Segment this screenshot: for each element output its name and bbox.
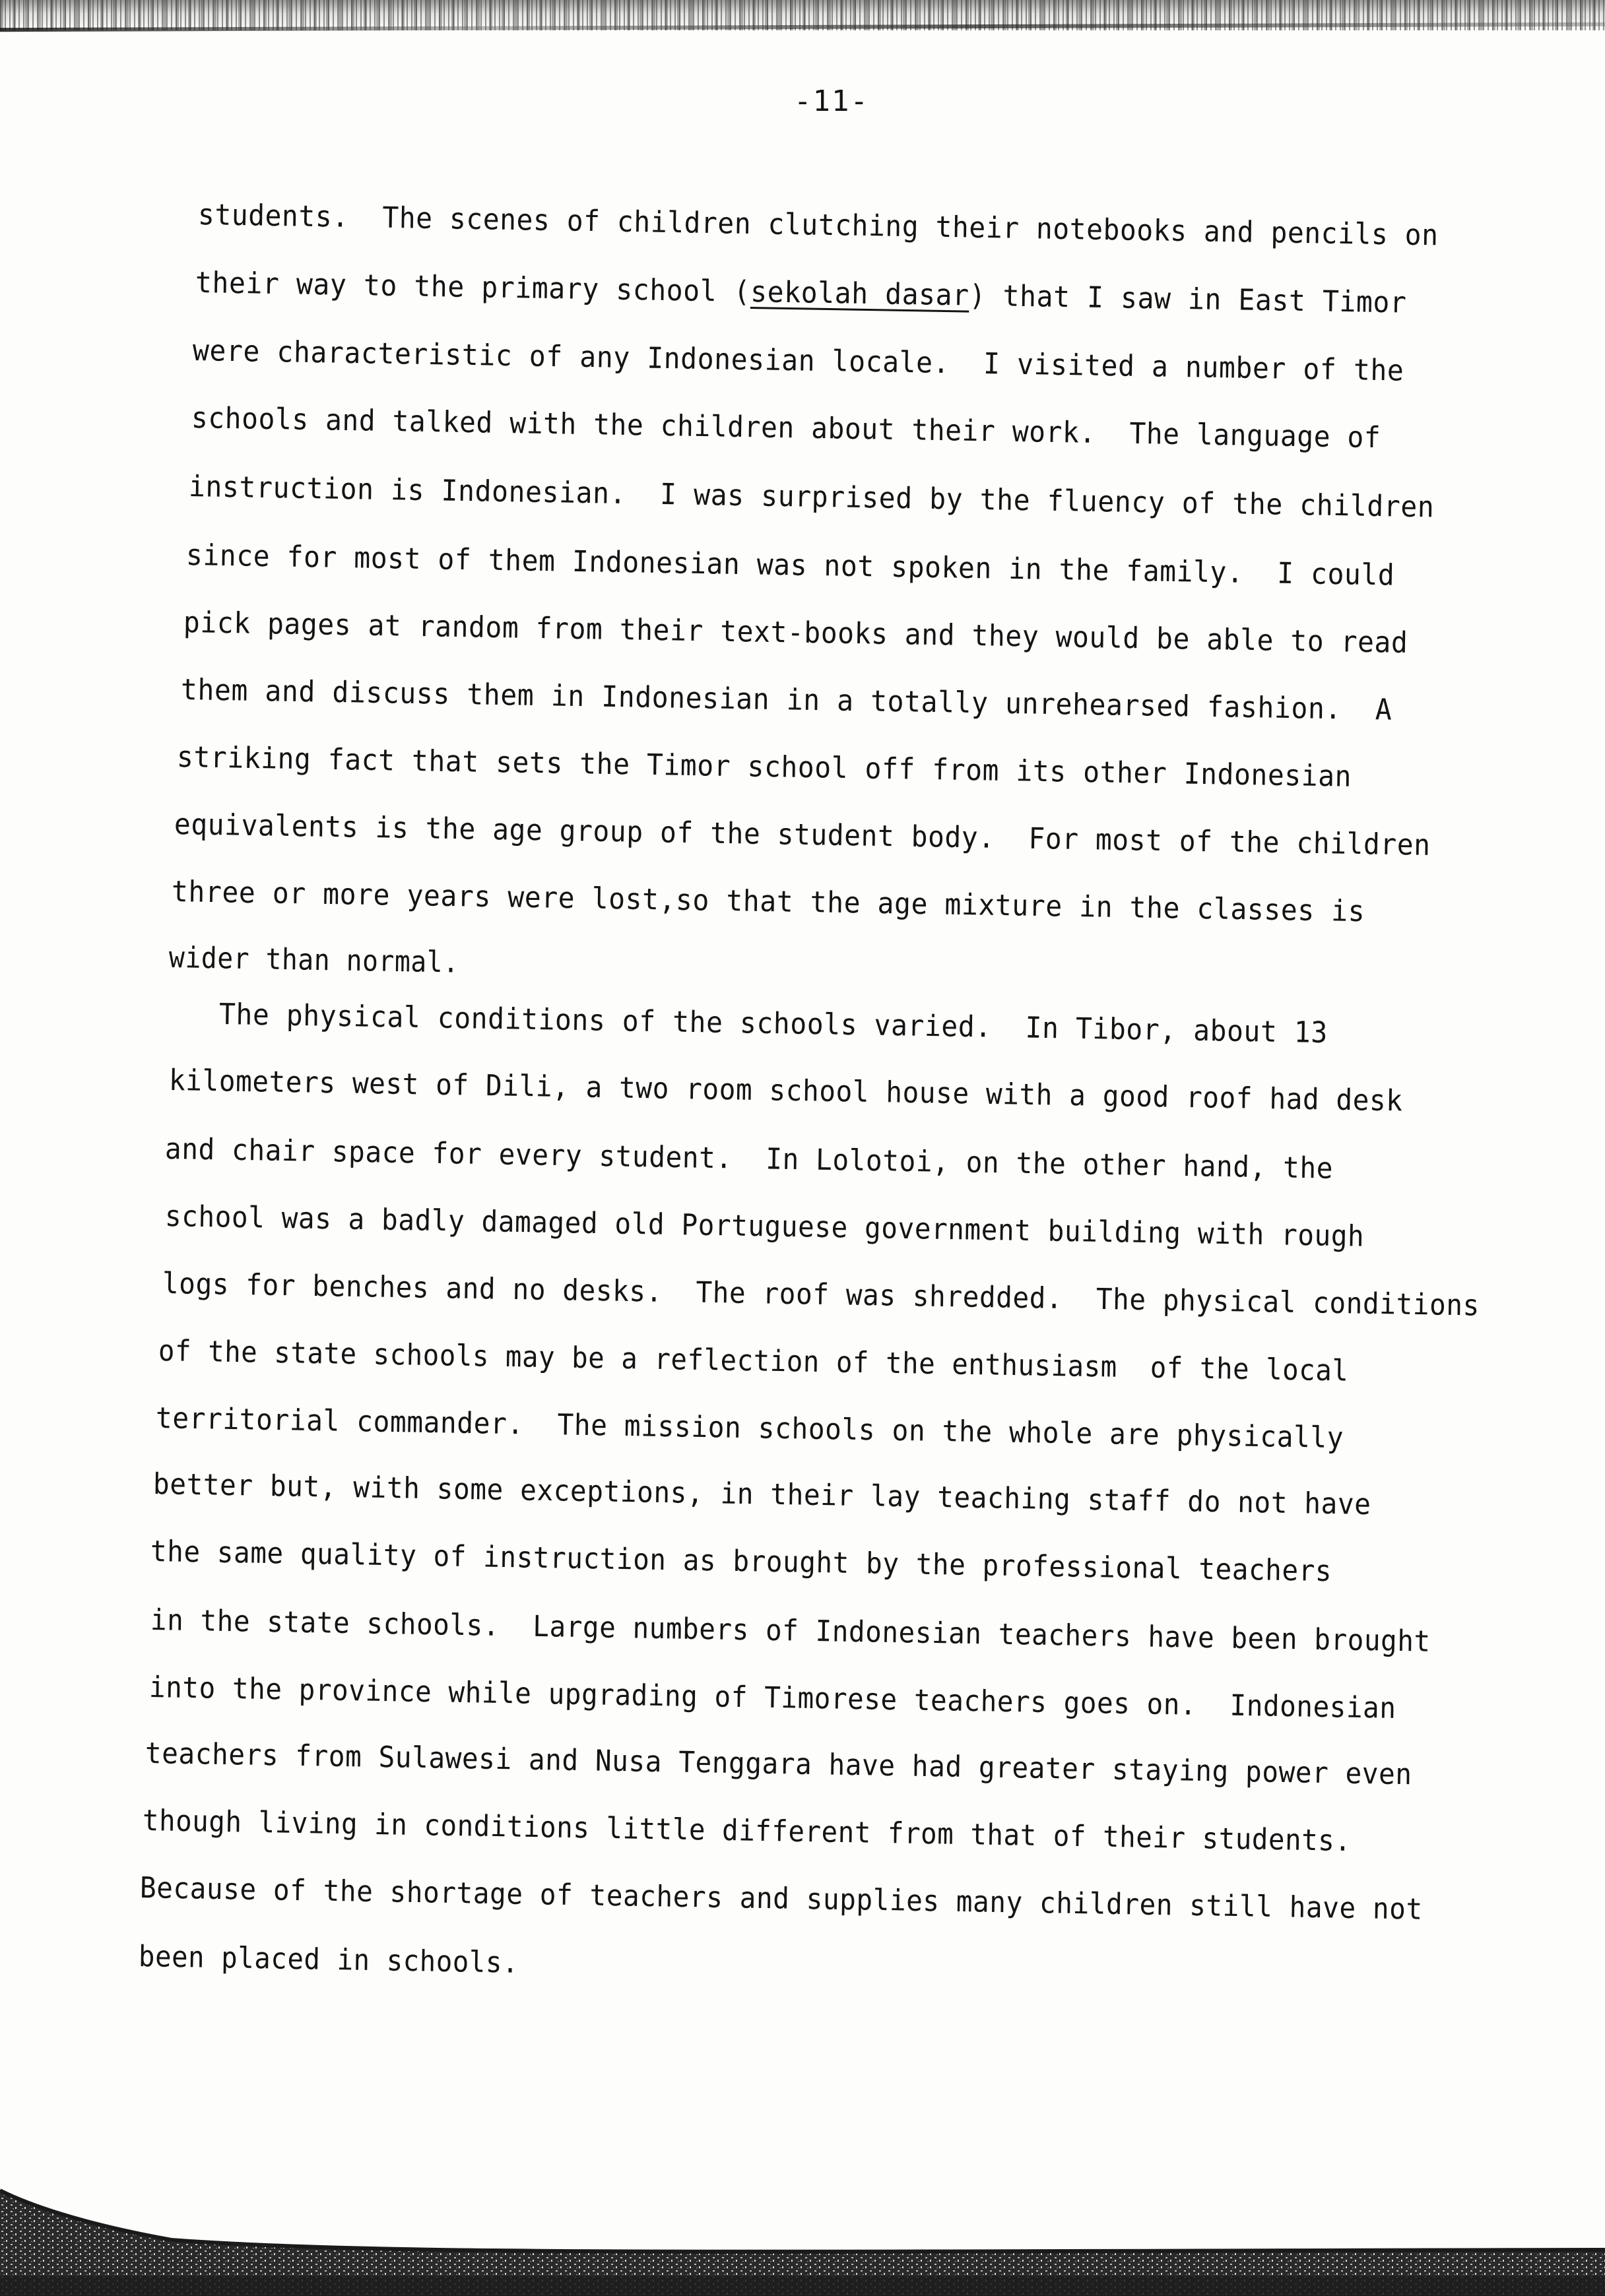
line-text: territorial commander. The mission schools on the whole are physically [155, 1401, 1344, 1455]
line-text: wider than normal. [168, 941, 459, 980]
line-text: though living in conditions little different from that of their students. [142, 1804, 1352, 1859]
line-text: their way to the primary school ( [195, 266, 751, 309]
line-text: students. The scenes of children clutching their notebooks and pencils on [197, 198, 1439, 253]
text-line [143, 1804, 1352, 1859]
text-line [145, 1737, 1412, 1792]
line-text: them and discuss them in Indonesian in a totally unrehearsed fashion. A [180, 673, 1392, 727]
text-line [150, 1603, 1431, 1659]
text-line [169, 941, 459, 980]
line-text: were characteristic of any Indonesian locale. I visited a number of the [192, 334, 1404, 388]
text-line [165, 1132, 1334, 1186]
text-line [186, 538, 1395, 593]
text-line [198, 198, 1439, 253]
line-text: into the province while upgrading of Timorese teachers goes on. Indonesian [148, 1671, 1396, 1725]
text-line [150, 1535, 1332, 1589]
page-number: -11- [794, 84, 869, 118]
text-line [183, 606, 1408, 660]
text-line [139, 1940, 519, 1981]
text-line [181, 673, 1392, 728]
line-text: better but, with some exceptions, in their lay teaching staff do not have [152, 1467, 1371, 1522]
text-line [174, 808, 1431, 863]
line-text: since for most of them Indonesian was not spoken in the family. I could [185, 538, 1395, 592]
line-text: instruction is Indonesian. I was surprised by the fluency of the children [188, 470, 1435, 525]
line-text: equivalents is the age group of the student body. For most of the children [174, 808, 1431, 862]
line-text: in the state schools. Large numbers of Indonesian teachers have been brought [150, 1603, 1431, 1659]
text-line [195, 266, 1407, 321]
text-line [165, 1199, 1365, 1254]
text-line [156, 1401, 1344, 1455]
scan-noise-bottom [0, 2177, 1605, 2296]
text-line [140, 1871, 1423, 1927]
line-text: the same quality of instruction as brought by the professional teachers [150, 1535, 1332, 1589]
text-line [158, 1334, 1349, 1389]
text-line [219, 998, 1328, 1050]
text-line [193, 334, 1404, 389]
line-text: and chair space for every student. In Lolotoi, on the other hand, the [164, 1132, 1334, 1186]
text-line [162, 1267, 1480, 1323]
line-text: teachers from Sulawesi and Nusa Tenggara have had greater staying power even [145, 1737, 1413, 1792]
line-text: of the state schools may be a reflection of the enthusiasm of the local [158, 1334, 1349, 1388]
line-text: school was a badly damaged old Portuguese government building with rough [164, 1199, 1365, 1254]
text-line [177, 740, 1352, 794]
line-text: schools and talked with the children about their work. The language of [191, 401, 1381, 455]
line-text: been placed in schools. [138, 1940, 519, 1980]
text-line [153, 1467, 1371, 1522]
line-text: logs for benches and no desks. The roof was shredded. The physical conditions [162, 1267, 1480, 1323]
underlined-term: sekolah dasar [750, 275, 970, 313]
line-text: three or more years were lost,so that the age mixture in the classes is [171, 875, 1365, 929]
line-text: Because of the shortage of teachers and supplies many children still have not [139, 1871, 1424, 1927]
text-line [149, 1671, 1396, 1726]
line-text: striking fact that sets the Timor school off from its other Indonesian [176, 740, 1352, 794]
line-text: The physical conditions of the schools varied. In Tibor, about 13 [218, 998, 1328, 1050]
line-text: ) that I saw in East Timor [969, 278, 1407, 320]
line-text: pick pages at random from their text-books and they would be able to read [183, 606, 1408, 660]
line-text: kilometers west of Dili, a two room school house with a good roof had desk [168, 1064, 1403, 1118]
text-line [169, 1064, 1403, 1118]
text-line [189, 470, 1435, 525]
text-line [172, 875, 1365, 929]
text-line [191, 401, 1381, 455]
